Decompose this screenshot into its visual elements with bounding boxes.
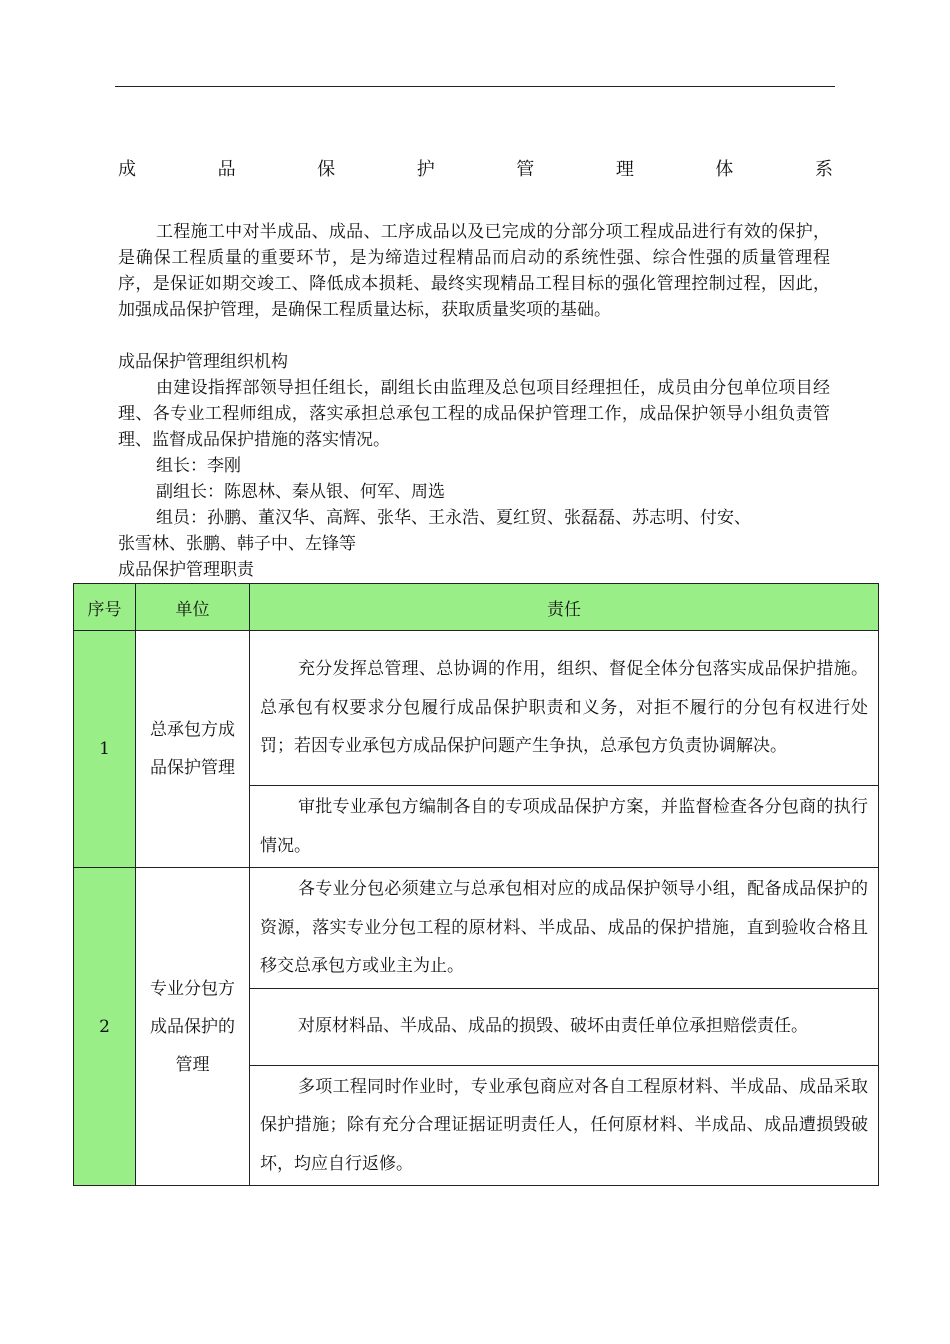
row-number: 1: [74, 631, 136, 868]
members-block: [118, 505, 830, 557]
title-char: 保: [317, 159, 336, 180]
title-char: 护: [416, 159, 435, 180]
header-rule: [115, 86, 835, 87]
responsibility-item: 充分发挥总管理、总协调的作用，组织、督促全体分包落实成品保护措施。总承包有权要求分包履行成品保护职责和义务，对拒不履行的分包有权进行处罚；若因专业承包方成品保护问题产生争执，总承包方负责协调解决。: [250, 631, 879, 786]
row-unit: 专业分包方成品保护的管理: [136, 868, 250, 1186]
leader-line: 组长：李刚: [156, 456, 241, 476]
responsibility-table: [73, 583, 879, 1186]
row-number: 2: [74, 868, 136, 1186]
responsibility-item: 多项工程同时作业时，专业承包商应对各自工程原材料、半成品、成品采取保护措施；除有充分合理证据证明责任人，任何原材料、半成品、成品遭损毁破坏，均应自行返修。: [250, 1065, 879, 1186]
table-header-row: [74, 584, 879, 631]
responsibility-item: 各专业分包必须建立与总承包相对应的成品保护领导小组，配备成品保护的资源，落实专业分包工程的原材料、半成品、成品的保护措施，直到验收合格且移交总承包方或业主为止。: [250, 868, 879, 989]
members-line-1: 组员：孙鹏、董汉华、高辉、张华、王永浩、夏红贸、张磊磊、苏志明、付安、: [156, 508, 751, 528]
header-unit: 单位: [136, 584, 250, 631]
document-title: [118, 155, 833, 181]
header-no: 序号: [74, 584, 136, 631]
org-heading: 成品保护管理组织机构: [118, 352, 288, 372]
duty-heading: 成品保护管理职责: [118, 560, 254, 580]
title-char: 系: [814, 159, 833, 180]
header-responsibility: 责任: [250, 584, 879, 631]
title-char: 体: [715, 159, 734, 180]
members-line-2: 张雪林、张鹏、韩子中、左锋等: [118, 534, 356, 554]
title-char: 品: [217, 159, 236, 180]
title-char: 管: [516, 159, 535, 180]
row-unit: 总承包方成品保护管理: [136, 631, 250, 868]
responsibility-item: 审批专业承包方编制各自的专项成品保护方案，并监督检查各分包商的执行情况。: [250, 786, 879, 868]
title-char: 理: [615, 159, 634, 180]
table-row: [74, 868, 879, 989]
title-char: 成: [118, 159, 136, 180]
table-row: [74, 631, 879, 786]
responsibility-item: 对原材料品、半成品、成品的损毁、破坏由责任单位承担赔偿责任。: [250, 988, 879, 1065]
deputy-line: 副组长：陈恩林、秦从银、何军、周选: [156, 482, 445, 502]
intro-paragraph: 工程施工中对半成品、成品、工序成品以及已完成的分部分项工程成品进行有效的保护，是确保工程质量的重要环节，是为缔造过程精品而启动的系统性强、综合性强的质量管理程序，是保证如期交竣工、降低成本损耗、最终实现精品工程目标的强化管理控制过程，因此，加强成品保护管理，是确保工程质量达标，获取质量奖项的基础。: [118, 222, 830, 320]
org-description: 由建设指挥部领导担任组长，副组长由监理及总包项目经理担任，成员由分包单位项目经理、各专业工程师组成，落实承担总承包工程的成品保护管理工作，成品保护领导小组负责管理、监督成品保护措施的落实情况。: [118, 378, 830, 450]
